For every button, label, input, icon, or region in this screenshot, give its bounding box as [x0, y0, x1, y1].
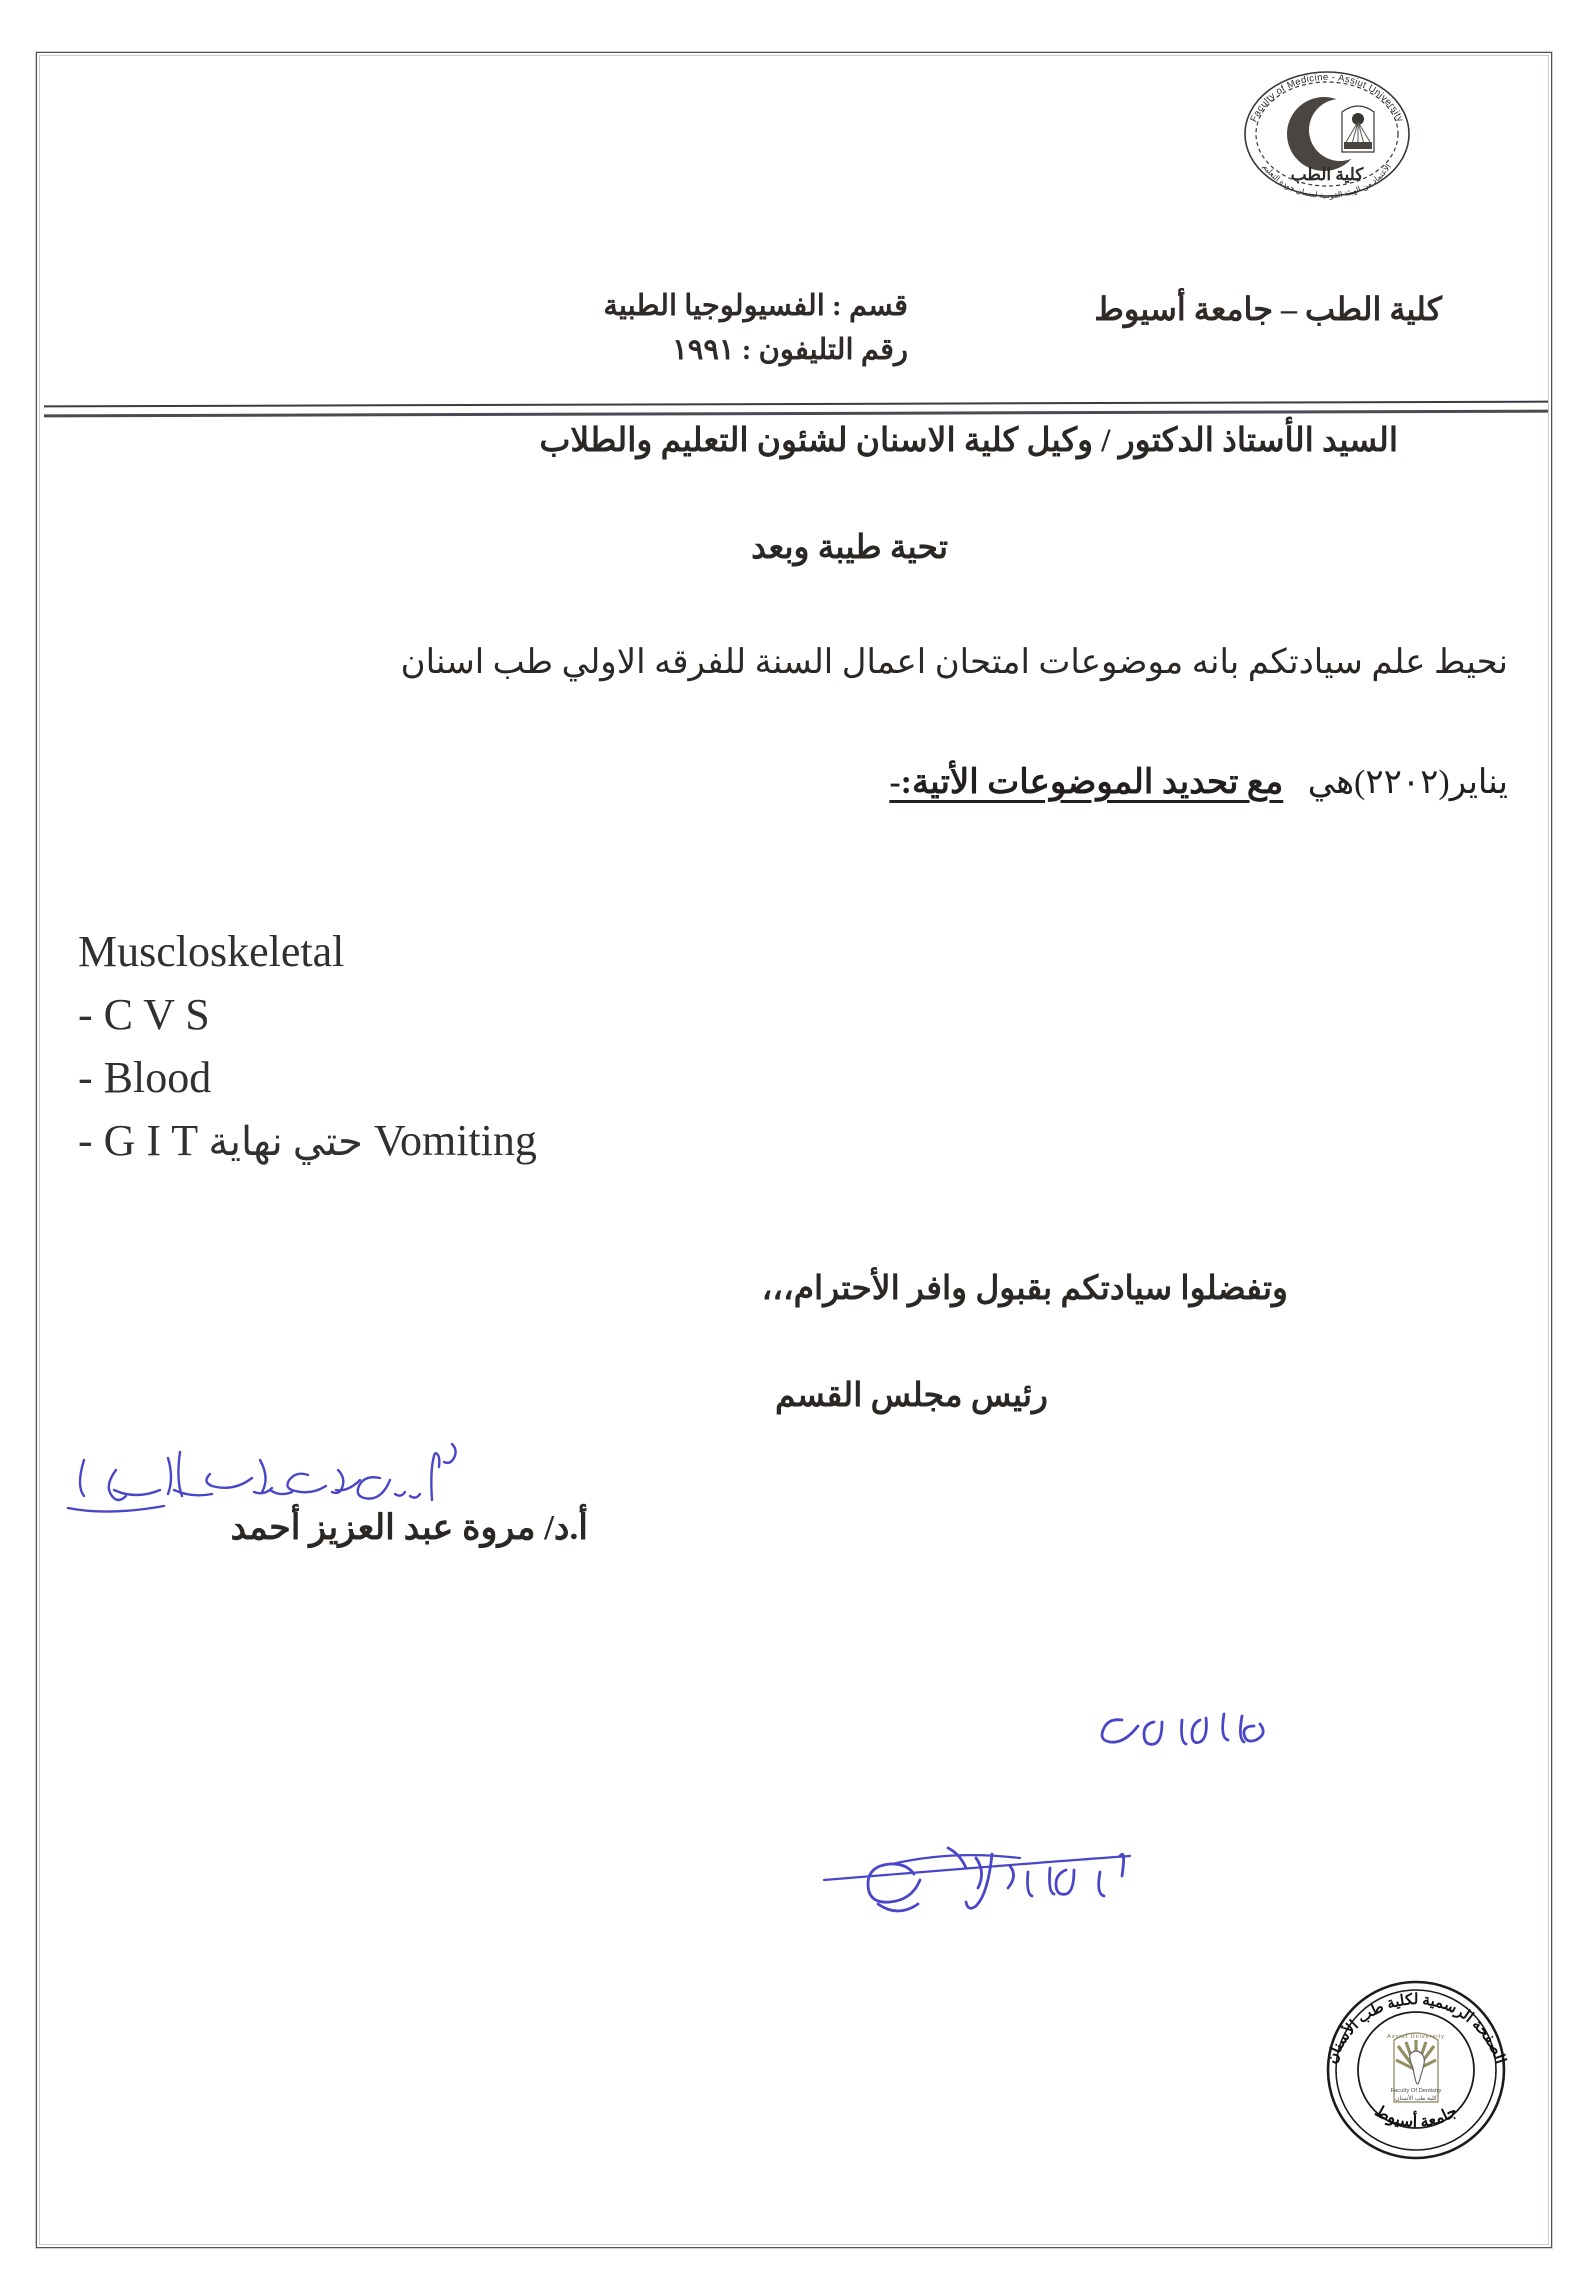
body-paragraph-line-1: نحيط علم سيادتكم بانه موضوعات امتحان اعمال السنة للفرقه الاولي طب اسنان [400, 644, 1508, 681]
list-item [78, 1046, 537, 1109]
svg-text:جامعة أسيوط: جامعة أسيوط [1371, 2102, 1461, 2132]
svg-text:كلية الطب: كلية الطب [1290, 165, 1364, 184]
topic-label: C V S [103, 990, 210, 1039]
svg-text:كلية طب الأسنان: كلية طب الأسنان [1395, 2096, 1437, 2102]
body-paragraph-line-2 [889, 762, 1508, 802]
header-phone-number: رقم التليفون : ١٩٩١ [672, 334, 908, 366]
header-faculty-title: كلية الطب – جامعة أسيوط [1094, 291, 1442, 327]
topics-list [78, 920, 537, 1173]
topics-intro-emphasis: مع تحديد الموضوعات الأتية:- [889, 764, 1284, 801]
greeting-line: تحية طيبة وبعد [751, 530, 948, 566]
topic-label: G I T [103, 1116, 198, 1165]
faculty-of-dentistry-stamp-icon [1318, 1962, 1514, 2166]
topic-dash: - [78, 1053, 93, 1102]
topic-label: Blood [103, 1053, 212, 1102]
signatory-role: رئيس مجلس القسم [775, 1378, 1048, 1414]
svg-text:الصفحة الرسمية لكلية طب الأسنا: الصفحة الرسمية لكلية طب الأسنان [1323, 1992, 1509, 2066]
list-item [78, 920, 537, 983]
topic-arabic-qualifier: حتي نهاية [208, 1119, 363, 1164]
addressee-line: السيد الأستاذ الدكتور / وكيل كلية الاسنان لشئون التعليم والطلاب [539, 423, 1398, 459]
faculty-of-medicine-seal-icon [1232, 64, 1422, 201]
svg-text:الاعتماد من الهيئة القومية لضم: الاعتماد من الهيئة القومية لضمان جودة التعليم [1260, 162, 1394, 201]
signatory-name: أ.د/ مروة عبد العزيز أحمد [230, 1508, 588, 1547]
topic-label: Muscloskeletal [78, 927, 345, 976]
closing-line: وتفضلوا سيادتكم بقبول وافر الأحترام،،، [761, 1271, 1288, 1307]
list-item [78, 983, 537, 1046]
topic-dash: - [78, 990, 93, 1039]
header-department: قسم : الفسيولوجيا الطبية [603, 290, 908, 322]
topic-suffix: Vomiting [373, 1116, 537, 1165]
svg-text:Faculty of Medicine - Assiut U: Faculty of Medicine - Assiut University [1248, 71, 1406, 124]
svg-text:Faculty Of Dentistry: Faculty Of Dentistry [1390, 2088, 1442, 2094]
svg-text:Assiut University: Assiut University [1387, 2034, 1445, 2040]
exam-date-text: يناير(٢٠٢٢)هي [1307, 764, 1508, 801]
topic-dash: - [78, 1116, 93, 1165]
list-item [78, 1109, 537, 1173]
